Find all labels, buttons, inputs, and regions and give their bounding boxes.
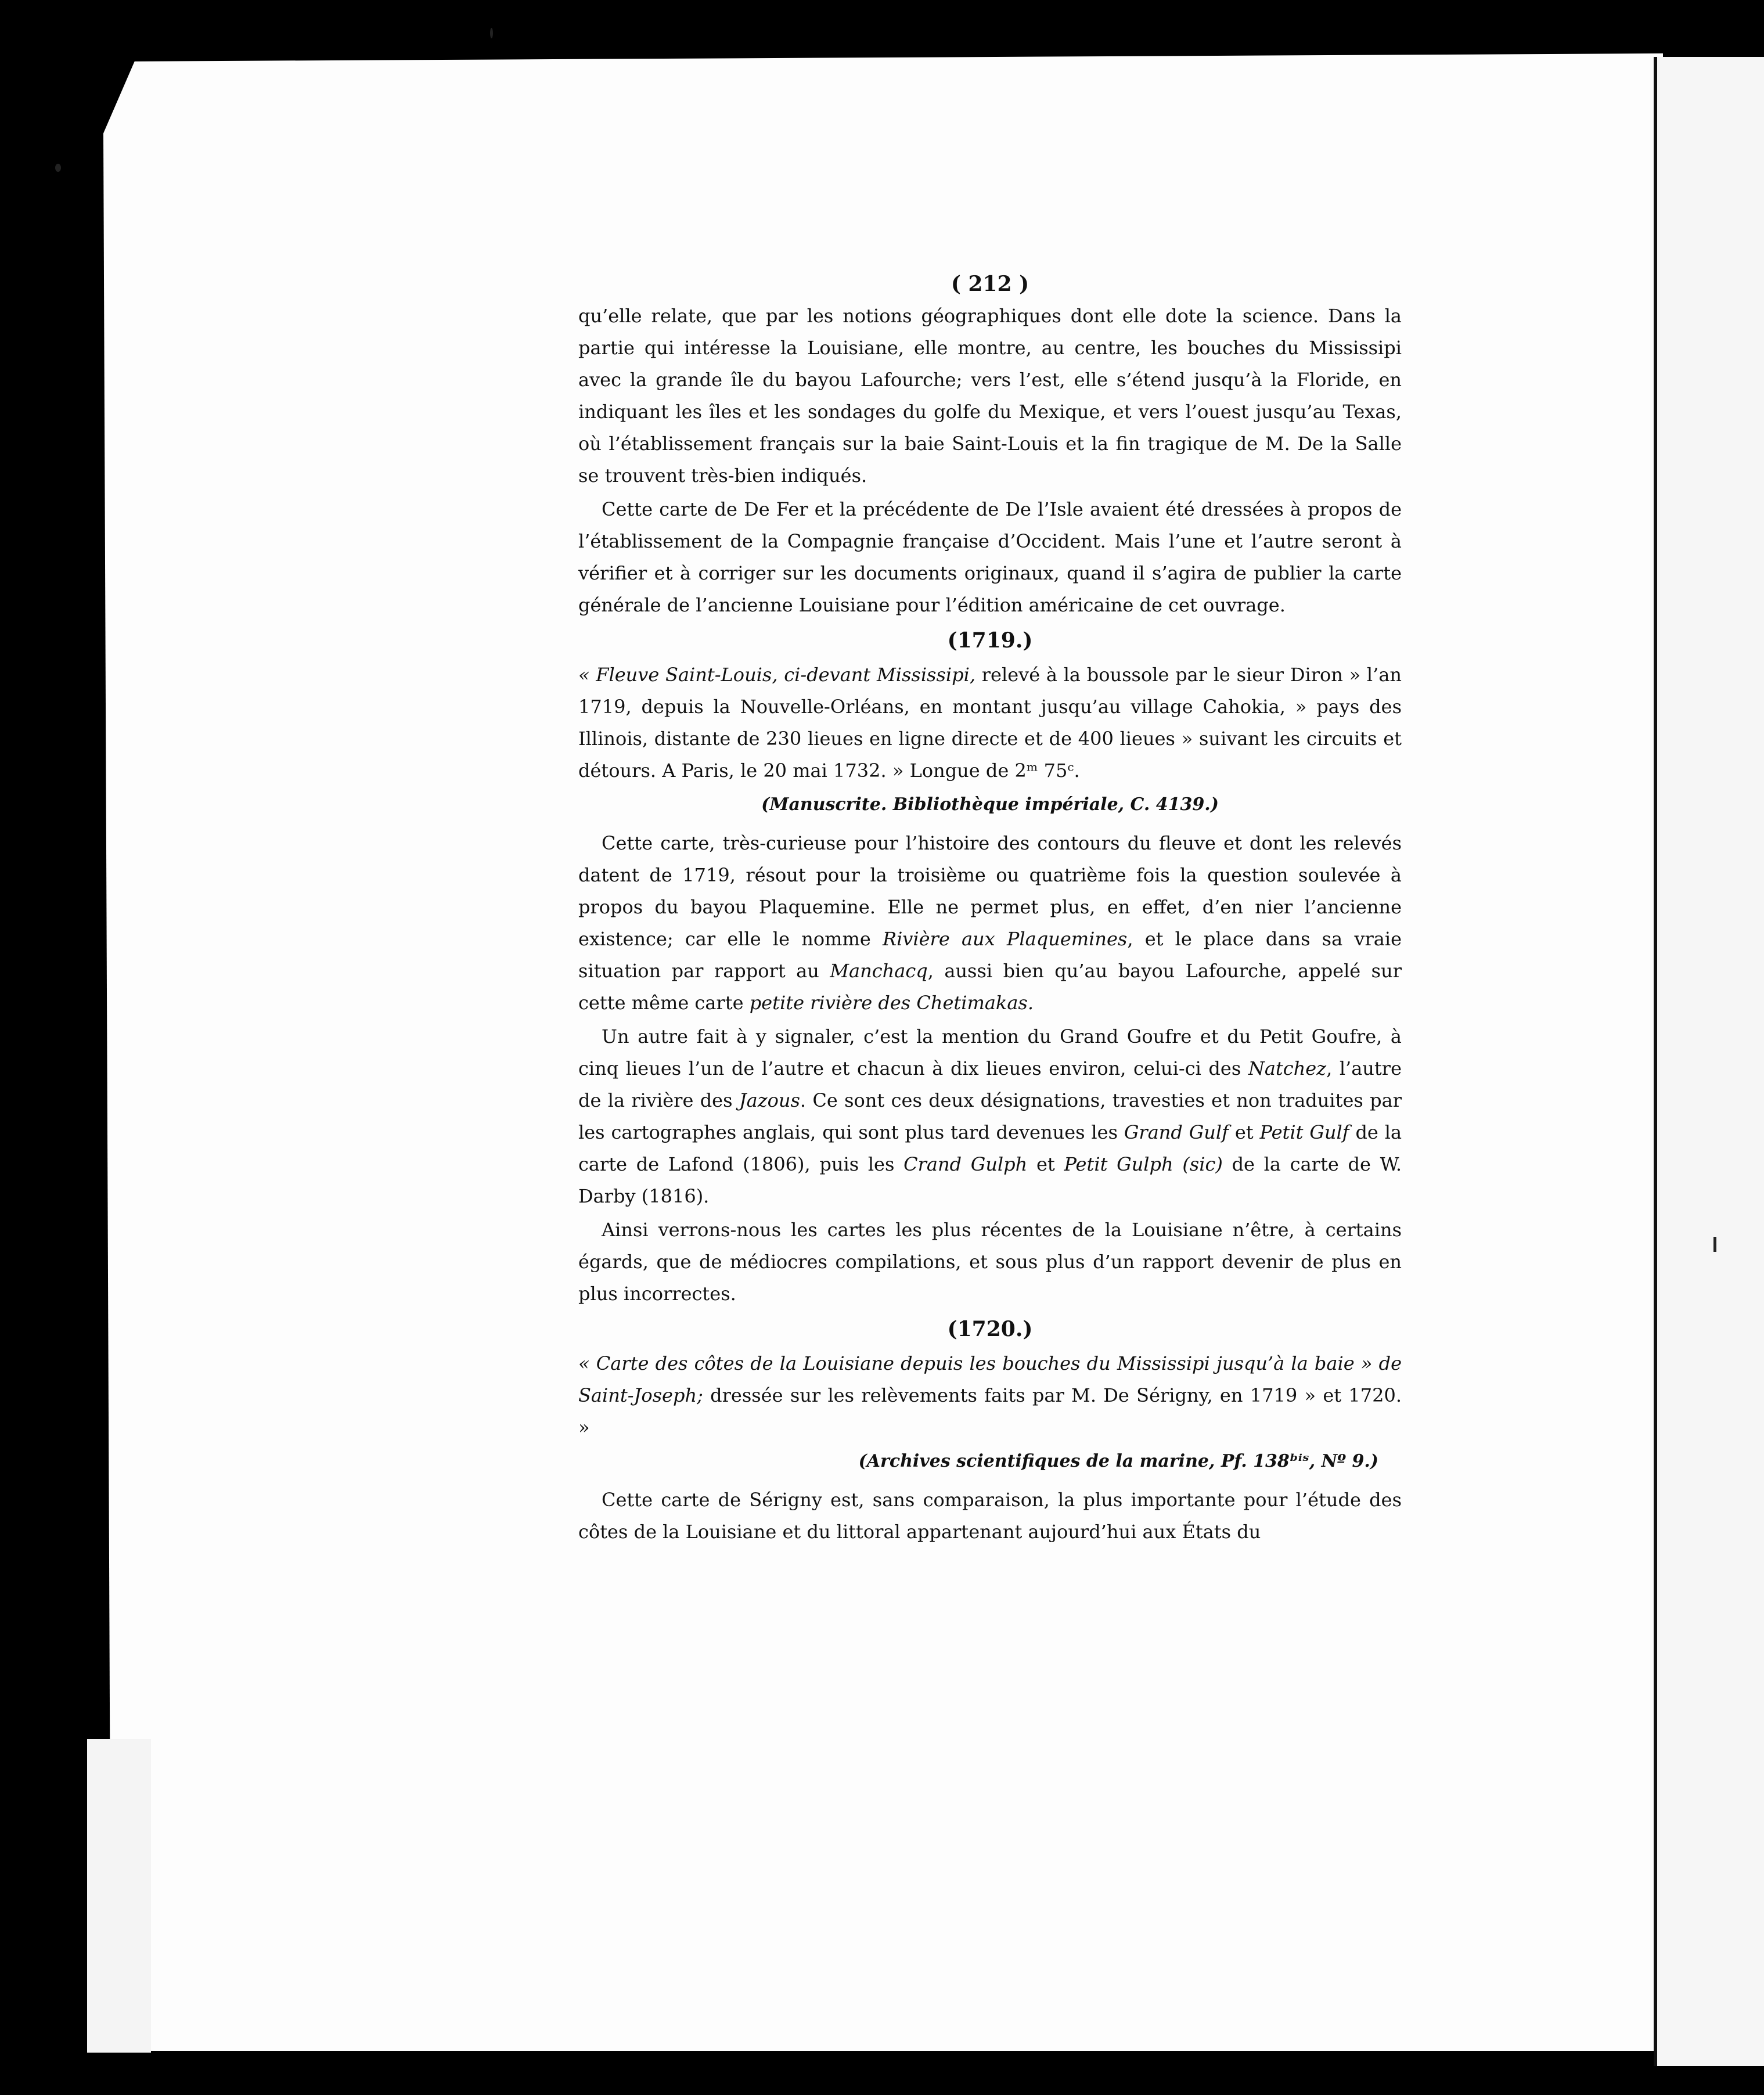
map-title-quote-1719 xyxy=(578,659,1402,787)
italic-run: Manchacq xyxy=(830,960,928,982)
paragraph: Cette carte de Sérigny est, sans comparaison, la plus importante pour l’étude des côtes de la Louisiane et du littoral appartenant aujourd’hui aux États du xyxy=(578,1489,1402,1543)
italic-run: Grand Gulf xyxy=(1124,1121,1229,1143)
italic-run: petite rivière des Chetimakas. xyxy=(749,992,1034,1014)
text-run: Cette carte, très-curieuse pour l’histoire des contours du fleuve et dont les relevés datent de 1719, résout pour la troisième ou quatrième fois la question soulevée à propos du bayou Plaquemine. Elle ne permet plus, en effet, d’en nier l’ancienne existence; car elle le nomme xyxy=(578,832,1402,950)
section-heading-1720: (1720.) xyxy=(947,1317,1033,1341)
paragraph xyxy=(578,827,1402,1019)
paragraph: qu’elle relate, que par les notions géographiques dont elle dote la science. Dans la partie qui intéresse la Louisiane, elle montre, au centre, les bouches du Mississipi avec la grande île du bayou Lafourche; vers l’est, elle s’étend jusqu’à la Floride, en indiquant les îles et les sondages du golfe du Mexique, et vers l’ouest jusqu’au Texas, où l’établissement français sur la baie Saint-Louis et la fin tragique de M. De la Salle se trouvent très-bien indiqués. xyxy=(578,305,1402,487)
adjacent-sheet-edge xyxy=(1654,57,1657,2066)
page-number: ( 212 ) xyxy=(951,272,1029,296)
text-run: de la carte de Lafond (1806), puis les xyxy=(578,1121,1402,1175)
page-text xyxy=(578,268,1402,1550)
quote-text: dressée sur les relèvements faits par M. De Sérigny, en 1719 » et 1720. » xyxy=(578,1384,1402,1438)
italic-run: Petit Gulph (sic) xyxy=(1064,1153,1223,1175)
text-run: , l’autre de la rivière des xyxy=(578,1057,1402,1111)
italic-run: Crand Gulph xyxy=(903,1153,1028,1175)
italic-run: Petit Gulf xyxy=(1259,1121,1349,1143)
italic-run: Jazous xyxy=(739,1089,800,1111)
quote-italic: « Fleuve Saint-Louis, ci-devant Mississipi, xyxy=(578,664,976,686)
text-run: Un autre fait à y signaler, c’est la mention du Grand Goufre et du Petit Goufre, à cinq lieues l’un de l’autre et chacun à dix lieues environ, celui-ci des xyxy=(578,1025,1402,1079)
paragraph xyxy=(578,1021,1402,1212)
text-run: et xyxy=(1027,1153,1064,1175)
text-run: , aussi bien qu’au bayou Lafourche, appelé sur cette même carte xyxy=(578,960,1402,1014)
map-title-quote-1720 xyxy=(578,1348,1402,1444)
margin-mark xyxy=(1713,1237,1716,1252)
section-heading-1719: (1719.) xyxy=(947,628,1033,653)
adjacent-sheet xyxy=(1654,57,1764,2066)
paragraph: Cette carte de De Fer et la précédente de De l’Isle avaient été dressées à propos de l’établissement de la Compagnie française d’Occident. Mais l’une et l’autre seront à vérifier et à corriger sur les documents originaux, quand il s’agira de publier la carte générale de l’ancienne Louisiane pour l’édition américaine de cet ouvrage. xyxy=(578,498,1402,616)
text-run: et xyxy=(1229,1121,1260,1143)
paragraph: Ainsi verrons-nous les cartes les plus récentes de la Louisiane n’être, à certains égards, que de médiocres compilations, et sous plus d’un rapport devenir de plus en plus incorrectes. xyxy=(578,1219,1402,1305)
scan-speck xyxy=(55,164,61,172)
text-run: . Ce sont ces deux désignations, travesties et non traduites par les cartographes anglais, qui sont plus tard devenues les xyxy=(578,1089,1402,1143)
text-run: , et le place dans sa vraie situation par rapport au xyxy=(578,928,1402,982)
citation-1720: (Archives scientifiques de la marine, Pf. 138ᵇⁱˢ, Nº 9.) xyxy=(858,1451,1378,1471)
italic-run: Rivière aux Plaquemines xyxy=(882,928,1128,950)
page-lower-left-edge xyxy=(87,1739,151,2053)
text-run: de la carte de W. Darby (1816). xyxy=(578,1153,1402,1207)
quote-text: relevé à la boussole par le sieur Diron » l’an 1719, depuis la Nouvelle-Orléans, en montant jusqu’au village Cahokia, » pays des Illinois, distante de 230 lieues en ligne directe et de 400 lieues » suivant les circuits et détours. A Paris, le 20 mai 1732. » Longue de 2ᵐ 75ᶜ. xyxy=(578,664,1402,782)
italic-run: Natchez xyxy=(1248,1057,1327,1079)
quote-italic: « Carte des côtes de la Louisiane depuis les bouches du Mississipi jusqu’à la baie » de Saint-Joseph; xyxy=(578,1352,1402,1406)
citation-1719: (Manuscrite. Bibliothèque impériale, C. 4139.) xyxy=(761,794,1219,815)
scan-speck xyxy=(490,28,493,38)
